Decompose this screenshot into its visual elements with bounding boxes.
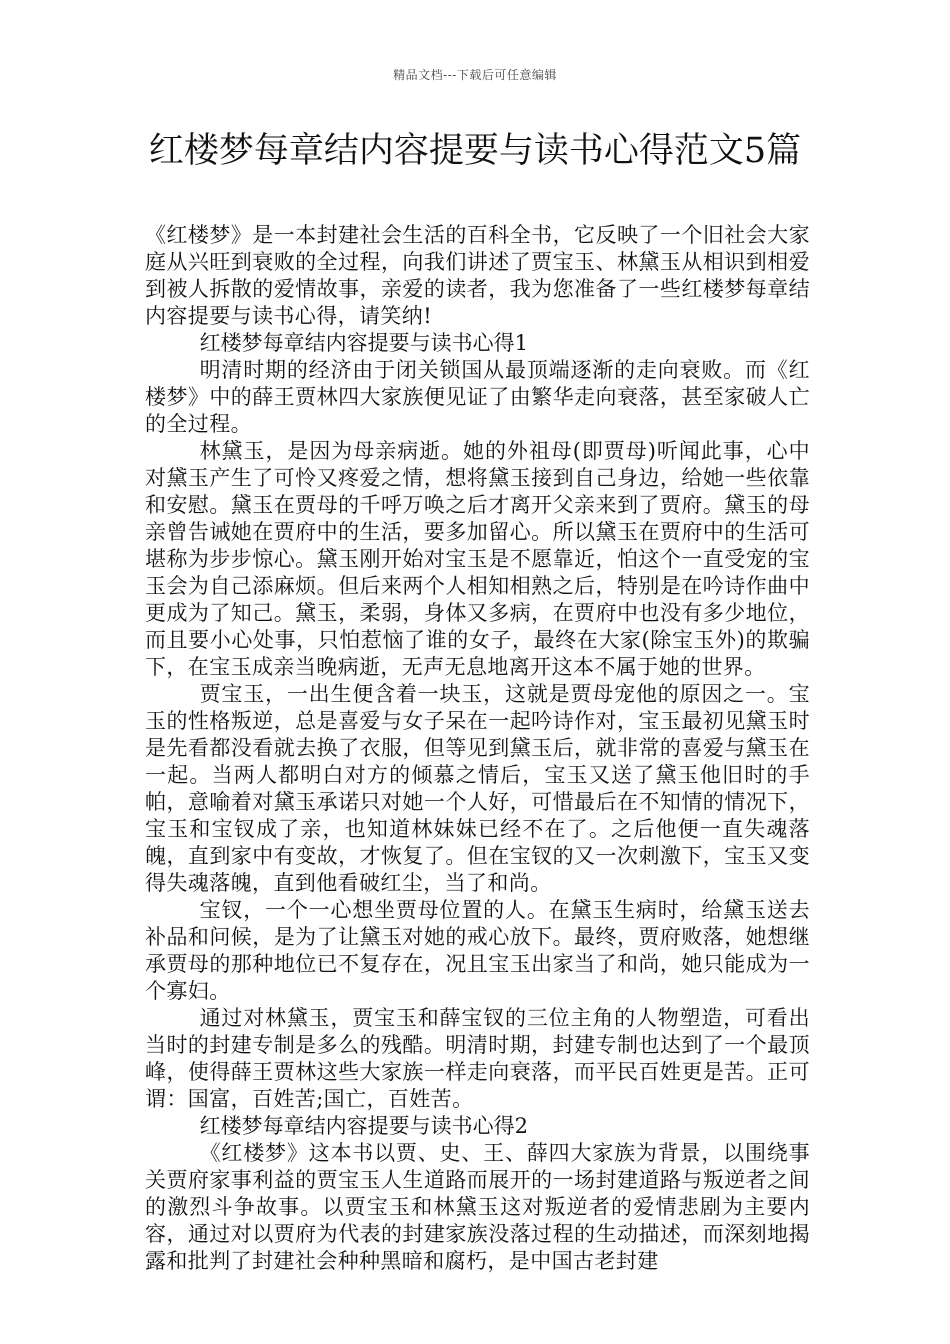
section1-paragraph-5: 通过对林黛玉，贾宝玉和薛宝钗的三位主角的人物塑造，可看出当时的封建专制是多么的残酷。明清时期，封建专制也达到了一个最顶峰，使得薛王贾林这些大家族一样走向衰落，而平民百姓更是苦。正可谓：国富，百姓苦;国亡，百姓苦。 <box>145 1006 810 1111</box>
document-body <box>145 222 810 1275</box>
section-heading-1: 红楼梦每章结内容提要与读书心得1 <box>199 331 528 355</box>
section1-paragraph-3: 贾宝玉，一出生便含着一块玉，这就是贾母宠他的原因之一。宝玉的性格叛逆，总是喜爱与女子呆在一起吟诗作对，宝玉最初见黛玉时是先看都没看就去换了衣服，但等见到黛玉后，就非常的喜爱与黛玉在一起。当两人都明白对方的倾慕之情后，宝玉又送了黛玉他旧时的手帕，意喻着对黛玉承诺只对她一个人好，可惜最后在不知情的情况下，宝玉和宝钗成了亲，也知道林妹妹已经不在了。之后他便一直失魂落魄，直到家中有变故，才恢复了。但在宝钗的又一次刺激下，宝玉又变得失魂落魄，直到他看破红尘，当了和尚。 <box>145 682 810 895</box>
section1-paragraph-4: 宝钗，一个一心想坐贾母位置的人。在黛玉生病时，给黛玉送去补品和问候，是为了让黛玉对她的戒心放下。最终，贾府败落，她想继承贾母的那种地位已不复存在，况且宝玉出家当了和尚，她只能成为一个寡妇。 <box>145 898 810 1003</box>
intro-paragraph: 《红楼梦》是一本封建社会生活的百科全书，它反映了一个旧社会大家庭从兴旺到衰败的全过程，向我们讲述了贾宝玉、林黛玉从相识到相爱到被人拆散的爱情故事，亲爱的读者，我为您准备了一些红楼梦每章结内容提要与读书心得，请笑纳! <box>145 223 810 328</box>
document-title: 红楼梦每章结内容提要与读书心得范文5篇 <box>148 131 802 171</box>
section2-paragraph-1: 《红楼梦》这本书以贾、史、王、薛四大家族为背景，以围绕事关贾府家事利益的贾宝玉人生道路而展开的一场封建道路与叛逆者之间的激烈斗争故事。以贾宝玉和林黛玉这对叛逆者的爱情悲剧为主要内容，通过对以贾府为代表的封建家族没落过程的生动描述，而深刻地揭露和批判了封建社会种种黑暗和腐朽，是中国古老封建 <box>145 1141 810 1273</box>
page-header: 精品文档---下载后可任意编辑 <box>393 68 557 82</box>
section1-paragraph-2: 林黛玉，是因为母亲病逝。她的外祖母(即贾母)听闻此事，心中对黛玉产生了可怜又疼爱之情，想将黛玉接到自己身边，给她一些依靠和安慰。黛玉在贾母的千呼万唤之后才离开父亲来到了贾府。黛玉的母亲曾告诫她在贾府中的生活，要多加留心。所以黛玉在贾府中的生活可堪称为步步惊心。黛玉刚开始对宝玉是不愿靠近，怕这个一直受宠的宝玉会为自己添麻烦。但后来两个人相知相熟之后，特别是在吟诗作曲中更成为了知己。黛玉，柔弱，身体又多病，在贾府中也没有多少地位，而且要小心处事，只怕惹恼了谁的女子，最终在大家(除宝玉外)的欺骗下，在宝玉成亲当晚病逝，无声无息地离开这本不属于她的世界。 <box>145 439 810 679</box>
section1-paragraph-1: 明清时期的经济由于闭关锁国从最顶端逐渐的走向衰败。而《红楼梦》中的薛王贾林四大家族便见证了由繁华走向衰落，甚至家破人亡的全过程。 <box>145 358 810 436</box>
section-heading-2: 红楼梦每章结内容提要与读书心得2 <box>199 1114 528 1138</box>
